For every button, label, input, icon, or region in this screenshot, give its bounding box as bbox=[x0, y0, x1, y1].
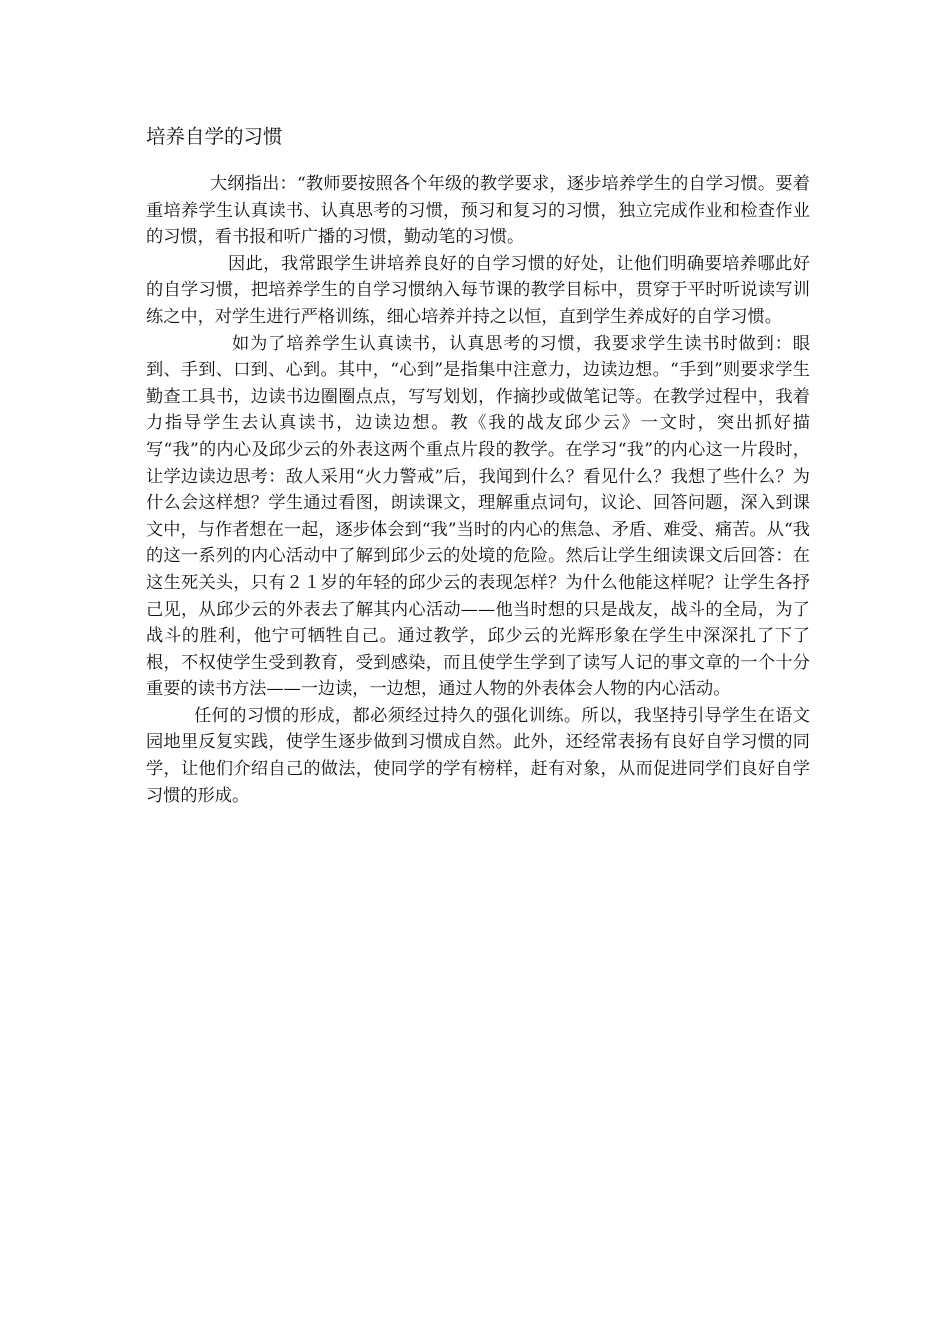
paragraph-teaching-goals: 因此，我常跟学生讲培养良好的自学习惯的好处，让他们明确要培养哪此好的自学习惯，把培养学生的自学习惯纳入每节课的教学目标中，贯穿于平时听说读写训练之中，对学生进行严格训练，细心培养并持之以恒，直到学生养成好的自学习惯。 bbox=[146, 253, 810, 327]
paragraph-reading-example: 如为了培养学生认真读书，认真思考的习惯，我要求学生读书时做到：眼到、手到、口到、心到。其中，“心到”是指集中注意力，边读边想。“手到”则要求学生勤查工具书，边读书边圈圈点点，写写划划，作摘抄或做笔记等。在教学过程中，我着力指导学生去认真读书，边读边想。教《我的战友邱少云》一文时，突出抓好描写“我”的内心及邱少云的外表这两个重点片段的教学。在学习“我”的内心这一片段时，让学边读边思考：敌人采用“火力警戒”后，我闻到什么？看见什么？我想了些什么？为什么会这样想？学生通过看图，朗读课文，理解重点词句，议论、回答问题，深入到课文中，与作者想在一起，逐步体会到“我”当时的内心的焦急、矛盾、难受、痛苦。从“我的这一系列的内心活动中了解到邱少云的处境的危险。然后让学生细读课文后回答：在这生死关头，只有２１岁的年轻的邱少云的表现怎样？为什么他能这样呢？让学生各抒己见，从邱少云的外表去了解其内心活动——他当时想的只是战友，战斗的全局，为了战斗的胜利，他宁可牺牲自己。通过教学，邱少云的光辉形象在学生中深深扎了下了根，不权使学生受到教育，受到感染，而且使学生学到了读写人记的事文章的一个十分重要的读书方法——一边读，一边想，通过人物的外表体会人物的内心活动。 bbox=[146, 333, 810, 700]
document-title: 培养自学的习惯 bbox=[146, 125, 283, 148]
document-body bbox=[146, 171, 810, 809]
paragraph-syllabus-quote: 大纲指出：“教师要按照各个年级的教学要求，逐步培养学生的自学习惯。要着重培养学生认真读书、认真思考的习惯，预习和复习的习惯，独立完成作业和检查作业的习惯，看书报和听广播的习惯，勤动笔的习惯。 bbox=[146, 174, 810, 248]
paragraph-conclusion: 任何的习惯的形成，都必须经过持久的强化训练。所以，我坚持引导学生在语文园地里反复实践，使学生逐步做到习惯成自然。此外，还经常表扬有良好自学习惯的同学，让他们介绍自己的做法，使同学的学有榜样，赶有对象，从而促进同学们良好自学习惯的形成。 bbox=[146, 705, 810, 806]
